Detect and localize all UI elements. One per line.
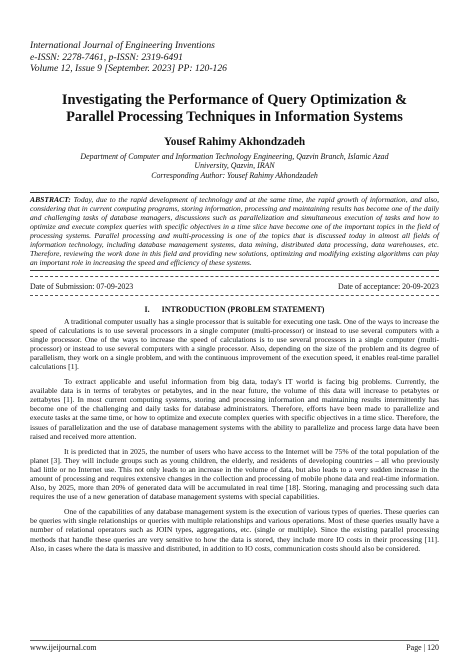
abstract-label: ABSTRACT: <box>30 194 71 204</box>
corresponding-author: Corresponding Author: Yousef Rahimy Akhondzadeh <box>151 170 318 180</box>
submission-date: Date of Submission: 07-09-2023 <box>30 282 134 292</box>
affiliation-line2: University, Qazvin, IRAN <box>194 161 275 171</box>
section-heading: I. INTRODUCTION (PROBLEM STATEMENT) <box>144 304 325 314</box>
body-paragraph-1: A traditional computer usually has a single processor that is suitable for executing one task. One of the ways to increase the speed of calculations is to use several processors in a single computer (multi-processor) or instead to use several computers with a single processor. One of the ways to increase the speed of calculations is to use several processors in a single computer (multi-processor) or instead to use several computers with a single processor. Also, depending on the size of the problem and its degree of parallelism, they work on a single problem, and with the continuous improvement of the execution speed, it enables real-time parallel calculations [1]. <box>30 316 439 371</box>
paper-title-line2: Parallel Processing Techniques in Information Systems <box>66 108 403 125</box>
abstract-block <box>30 192 439 272</box>
page-footer <box>30 640 439 653</box>
body-paragraph-2: To extract applicable and useful information from big data, today's IT world is facing big problems. Currently, the available data is in terms of terabytes or petabytes, and in the near future, the volume of this data will increase to petabytes or zettabytes [1]. In most current computing systems, storing and processing information and maintaining results intermittently has become one of the challenging and daily tasks for database administrators. Therefore, efforts have been made to parallelize and execute tasks at the same time, or how to optimize and execute complex queries with specific objectives in a time slice. Therefore, the issues of parallelization and the use of database management systems with the ability to parallelize and process large data have been raised and received more attention. <box>30 377 439 441</box>
journal-header <box>30 40 439 75</box>
footer-site: www.ijeijournal.com <box>30 643 97 652</box>
body-paragraph-3: It is predicted that in 2025, the number of users who have access to the Internet will be 75% of the total population of the planet [3]. They will include groups such as young children, the elderly, and residents of developing countries – all who previously had little or no Internet use. This not only leads to an increase in the volume of data, but also leads to a very sudden increase in the amount of processing and requires extensive changes in the collection and processing of mobile phone data and real-time information. Also, by 2025, more than 20% of generated data will be accumulated in real time [18]. Storing, managing and processing such data requires the use of a new generation of database management systems with special capabilities. <box>30 446 439 502</box>
paper-title <box>30 92 439 126</box>
affiliation-line1: Department of Computer and Information Technology Engineering, Qazvin Branch, Islamic Azad <box>80 151 389 161</box>
author-affiliation <box>30 152 439 181</box>
journal-name: International Journal of Engineering Inventions <box>30 40 215 51</box>
author-name: Yousef Rahimy Akhondzadeh <box>163 135 306 148</box>
abstract-text: Today, due to the rapid development of technology and at the same time, the rapid growth of information, and also, considering that in current computing programs, storing information, processing and maintaining results has become one of the daily and challenging tasks of database managers, discussions such as parallelization and simultaneous execution of tasks and how to optimize and execute complex queries with specific objectives in a time slice have become one of the important topics in the field of processing systems. Parallel processing and multi-processing is one of the topics that is discussed today in almost all fields of information technology, including database management systems, data mining, distributed data processing, data warehouses, etc. Therefore, reviewing the work done in this field and providing new solutions, optimizing and modifying existing algorithms can play an important role in increasing the speed and efficiency of these systems. <box>30 194 439 268</box>
body-paragraph-4: One of the capabilities of any database management system is the execution of various types of queries. These queries can be queries with single relationships or queries with multiple relationships and various operations. Most of these queries usually have a number of relational operators such as JOIN types, aggregations, etc. (single or multiple). Since the existing parallel processing methods that handle these queries are very sensitive to how the data is stored, they include more IO costs in their processing [11]. Also, in cases where the data is massive and distributed, in addition to IO costs, communication costs should also be considered. <box>30 507 439 553</box>
paper-title-line1: Investigating the Performance of Query Optimization & <box>61 91 408 108</box>
dates-divider <box>30 295 439 296</box>
footer-page-number: Page | 120 <box>406 643 439 652</box>
journal-volume: Volume 12, Issue 9 [September. 2023] PP: 120-126 <box>30 63 227 75</box>
acceptance-date: Date of acceptance: 20-09-2023 <box>338 282 439 292</box>
dates-row <box>30 276 439 294</box>
journal-issn: e-ISSN: 2278-7461, p-ISSN: 2319-6491 <box>30 51 183 63</box>
